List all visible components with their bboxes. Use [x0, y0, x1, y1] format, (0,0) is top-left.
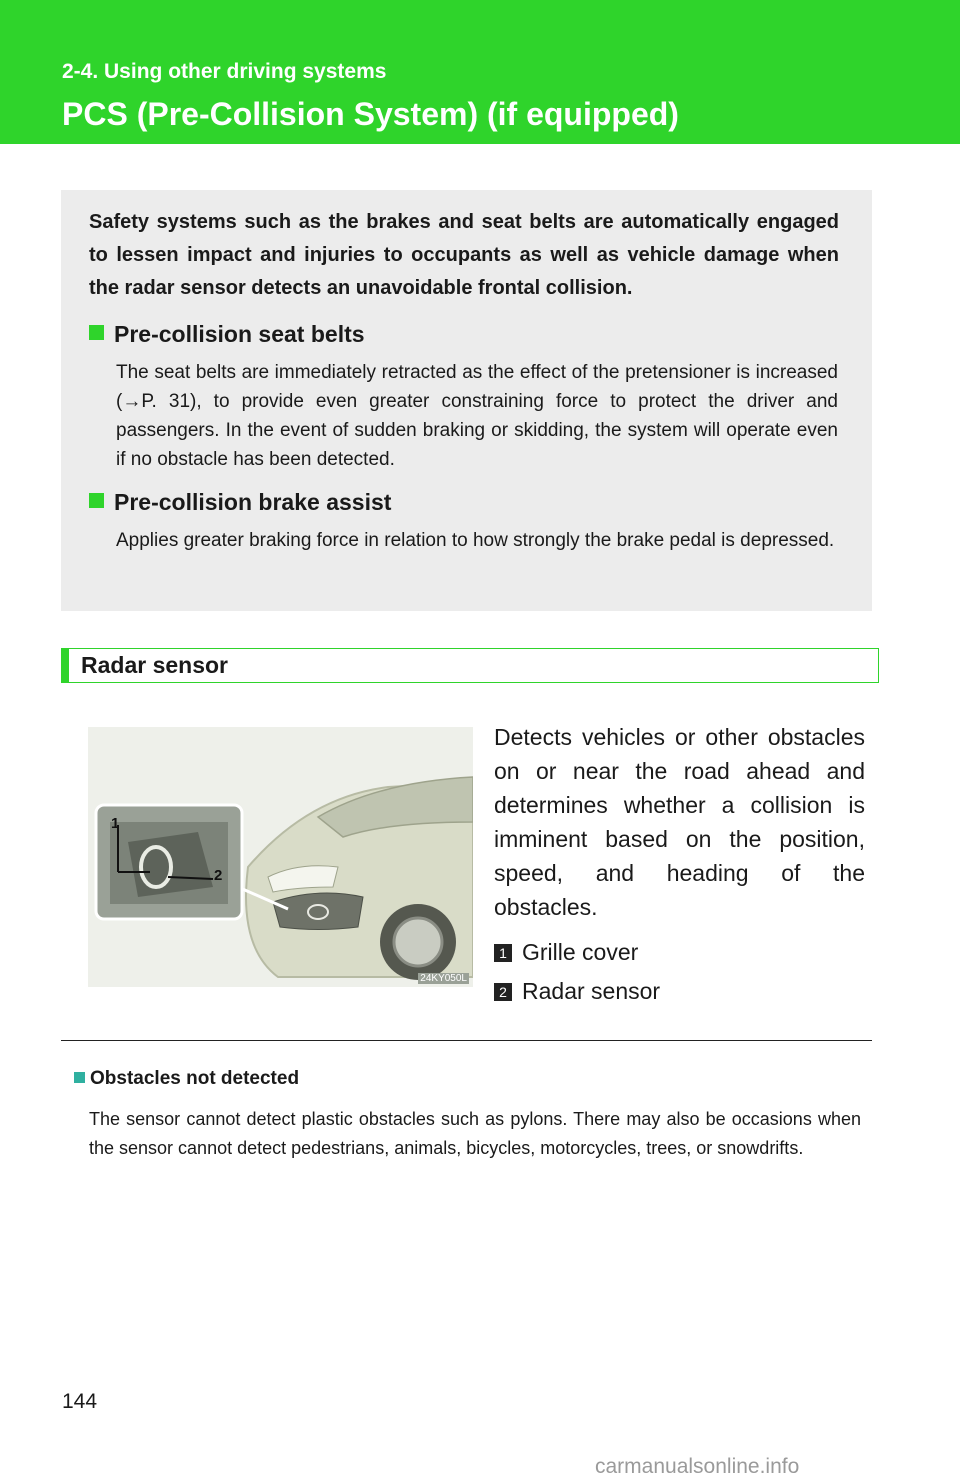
subhead-label: Pre-collision seat belts	[114, 321, 365, 347]
car-illustration	[88, 727, 473, 987]
note-text: The sensor cannot detect plastic obstacles such as pylons. There may also be occasions when the sensor cannot detect pedestrians, animals, bicycles, motorcycles, trees, or snowdrifts.	[89, 1109, 861, 1158]
square-bullet-icon	[89, 325, 104, 340]
car-front-drawing	[88, 727, 473, 987]
page-number: 144	[62, 1390, 98, 1413]
figure-code: 24KY050L	[420, 973, 467, 984]
intro-box	[61, 190, 872, 611]
radar-sensor-heading	[61, 648, 879, 683]
brake-assist-text: Applies greater braking force in relation to how strongly the brake pedal is depressed.	[116, 530, 835, 551]
seat-belts-text: The seat belts are immediately retracted as the effect of the pretensioner is increased (→P. 31), to provide even greater constraining force to protect the driver and passengers. In the event of sudden braking or skidding, the system will operate even if no obstacle has been detected.	[116, 362, 838, 470]
note-heading	[74, 1068, 299, 1090]
subhead-label: Pre-collision brake assist	[114, 489, 392, 515]
callout-1: 1	[111, 815, 120, 832]
watermark: carmanualsonline.info	[595, 1455, 800, 1478]
number-badge-icon: 2	[494, 983, 512, 1001]
page-header	[0, 0, 960, 144]
page-title: PCS (Pre-Collision System) (if equipped)	[62, 96, 679, 132]
square-bullet-icon	[89, 493, 104, 508]
intro-text: Safety systems such as the brakes and seat belts are automatically engaged to lessen impact and injuries to occupants as well as vehicle damage when the radar sensor detects an unavoidable frontal collision.	[89, 211, 839, 299]
legend-grille-cover	[494, 939, 638, 966]
number-badge-icon: 1	[494, 944, 512, 962]
legend-radar-sensor	[494, 978, 660, 1005]
subhead-seat-belts	[89, 321, 365, 348]
legend-label: Radar sensor	[522, 978, 661, 1004]
square-bullet-icon	[74, 1072, 85, 1083]
callout-2: 2	[214, 867, 223, 884]
radar-description: Detects vehicles or other obstacles on or near the road ahead and determines whether a collision is imminent based on the position, speed, and heading of the obstacles.	[494, 724, 865, 920]
legend-label: Grille cover	[522, 939, 639, 965]
subhead-brake-assist	[89, 489, 391, 516]
section-label: 2-4. Using other driving systems	[62, 60, 387, 83]
radar-heading-label: Radar sensor	[81, 652, 229, 678]
divider	[61, 1040, 872, 1041]
note-title: Obstacles not detected	[90, 1068, 300, 1089]
